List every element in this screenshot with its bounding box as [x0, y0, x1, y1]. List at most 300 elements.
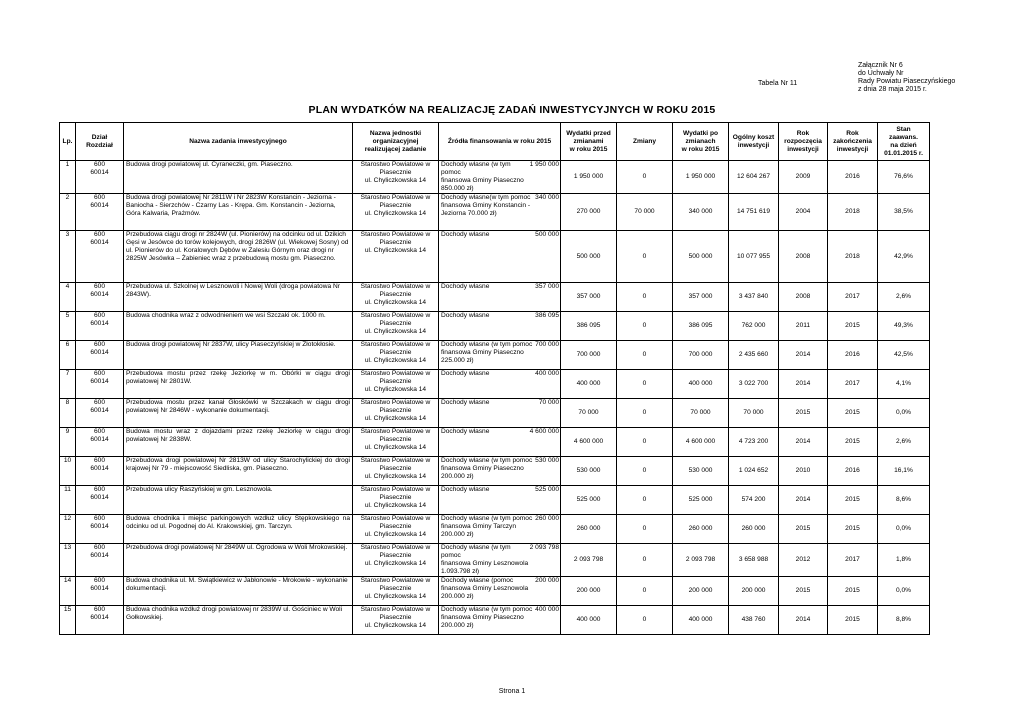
cell-expenses-before: 530 000: [561, 457, 617, 486]
cell-task-name: Budowa chodnika wraz z odwodnieniem we wsi Szczaki ok. 1000 m.: [124, 312, 353, 341]
cell-changes: 0: [617, 515, 673, 544]
table-row: [60, 515, 930, 544]
cell-task-name: Budowa drogi powiatowej Nr 2837W, ulicy Piaseczyńskiej w Złotokłosie.: [124, 341, 353, 370]
rozdzial-value: 60014: [90, 465, 109, 472]
cell-changes: 0: [617, 606, 673, 635]
funding-source-text: Dochody własne: [441, 231, 490, 238]
cell-changes: 0: [617, 341, 673, 370]
cell-lp: 10: [60, 457, 76, 486]
cell-start-year: 2012: [779, 544, 828, 577]
table-row: [60, 161, 930, 194]
cell-funding-source: [439, 486, 561, 515]
cell-progress: 2,6%: [878, 428, 930, 457]
cell-end-year: 2015: [828, 606, 878, 635]
cell-lp: 5: [60, 312, 76, 341]
cell-end-year: 2017: [828, 544, 878, 577]
cell-total-cost: 762 000: [729, 312, 779, 341]
cell-lp: 2: [60, 194, 76, 231]
page-number: Strona 1: [498, 688, 526, 695]
header-col-task-name: Nazwa zadania inwestycyjnego: [124, 123, 353, 161]
funding-source-text: Dochody własne (w tym pomoc finansowa Gminy Piaseczno 850.000 zł): [441, 161, 524, 192]
cell-expenses-before: 525 000: [561, 486, 617, 515]
cell-organization: [353, 428, 439, 457]
cell-funding-source: [439, 399, 561, 428]
cell-progress: 4,1%: [878, 370, 930, 399]
dzial-value: 600: [93, 515, 105, 522]
cell-start-year: 2008: [779, 231, 828, 283]
cell-lp: 12: [60, 515, 76, 544]
cell-organization: [353, 577, 439, 606]
header-col-expenses-after: Wydatki po zmianach w roku 2015: [673, 123, 729, 161]
table-row: [60, 283, 930, 312]
funding-source-amount: 357 000: [535, 283, 559, 290]
cell-expenses-before: 4 600 000: [561, 428, 617, 457]
organization-line: Starostwo Powiatowe w: [360, 341, 431, 348]
cell-changes: 0: [617, 544, 673, 577]
table-header: [60, 123, 930, 161]
cell-progress: 38,5%: [878, 194, 930, 231]
organization-line: Piasecznie: [379, 436, 412, 443]
table-row: [60, 341, 930, 370]
cell-total-cost: 3 022 700: [729, 370, 779, 399]
annex-line: Rady Powiatu Piaseczyńskiego: [858, 78, 956, 85]
table-row: [60, 194, 930, 231]
cell-total-cost: 200 000: [729, 577, 779, 606]
cell-funding-source: [439, 312, 561, 341]
organization-line: ul. Chyliczkowska 14: [364, 247, 427, 254]
cell-organization: [353, 515, 439, 544]
dzial-value: 600: [93, 283, 105, 290]
funding-source-text: Dochody własne: [441, 486, 490, 493]
organization-line: Piasecznie: [379, 614, 412, 621]
cell-changes: 0: [617, 161, 673, 194]
cell-lp: 9: [60, 428, 76, 457]
cell-end-year: 2016: [828, 341, 878, 370]
cell-changes: 0: [617, 231, 673, 283]
cell-organization: [353, 283, 439, 312]
cell-lp: 1: [60, 161, 76, 194]
organization-line: Starostwo Powiatowe w: [360, 428, 431, 435]
cell-progress: 16,1%: [878, 457, 930, 486]
cell-lp: 15: [60, 606, 76, 635]
organization-line: ul. Chyliczkowska 14: [364, 560, 427, 567]
organization-line: Starostwo Powiatowe w: [360, 370, 431, 377]
dzial-value: 600: [93, 428, 105, 435]
cell-start-year: 2014: [779, 370, 828, 399]
cell-progress: 0,0%: [878, 399, 930, 428]
cell-expenses-after: 1 950 000: [673, 161, 729, 194]
investment-table: [59, 122, 930, 635]
annex-line: z dnia 28 maja 2015 r.: [858, 86, 927, 93]
cell-start-year: 2014: [779, 341, 828, 370]
cell-total-cost: 70 000: [729, 399, 779, 428]
rozdzial-value: 60014: [90, 494, 109, 501]
cell-total-cost: 14 751 619: [729, 194, 779, 231]
organization-line: Piasecznie: [379, 239, 412, 246]
cell-expenses-after: 530 000: [673, 457, 729, 486]
table-row: [60, 457, 930, 486]
funding-source-amount: 2 093 798: [529, 544, 559, 551]
dzial-value: 600: [93, 370, 105, 377]
cell-start-year: 2014: [779, 606, 828, 635]
header-col-start-year: Rok rozpoczęcia inwestycji: [779, 123, 828, 161]
cell-expenses-after: 357 000: [673, 283, 729, 312]
rozdzial-value: 60014: [90, 320, 109, 327]
funding-source-amount: 70 000: [538, 399, 559, 406]
organization-line: Starostwo Powiatowe w: [360, 577, 431, 584]
organization-line: Starostwo Powiatowe w: [360, 544, 431, 551]
funding-source-text: Dochody własne: [441, 370, 490, 377]
funding-source-amount: 530 000: [535, 457, 559, 464]
rozdzial-value: 60014: [90, 349, 109, 356]
funding-source-text: Dochody własne (w tym pomoc finansowa Gminy Tarczyn 200.000 zł): [441, 515, 533, 538]
funding-source-text: Dochody własne: [441, 283, 490, 290]
cell-organization: [353, 341, 439, 370]
cell-task-name: Przebudowa ciągu drogi nr 2824W (ul. Pionierów) na odcinku od ul. Dzikich Gęsi w Jesówce do torów kolejowych, drogi 2826W (ul. Wiekowej Sosny) od ul. Pionierów do ul. Koralowych Dębów w Zalesiu Górnym oraz drogi nr 2825W Jesówka – Żabieniec wraz z przebudową mostu gm. Piaseczno.: [124, 231, 353, 283]
cell-expenses-after: 700 000: [673, 341, 729, 370]
organization-line: ul. Chyliczkowska 14: [364, 415, 427, 422]
cell-start-year: 2015: [779, 515, 828, 544]
table-row: [60, 399, 930, 428]
header-col-dzial-rozdzial: Dział Rozdział: [76, 123, 124, 161]
organization-line: Piasecznie: [379, 494, 412, 501]
cell-dzial-rozdzial: [76, 341, 124, 370]
organization-line: ul. Chyliczkowska 14: [364, 386, 427, 393]
cell-changes: 0: [617, 312, 673, 341]
funding-source-amount: 340 000: [535, 194, 559, 201]
cell-task-name: Budowa drogi powiatowej ul. Cyraneczki, gm. Piaseczno.: [124, 161, 353, 194]
cell-dzial-rozdzial: [76, 194, 124, 231]
cell-expenses-before: 70 000: [561, 399, 617, 428]
cell-lp: 7: [60, 370, 76, 399]
cell-end-year: 2018: [828, 194, 878, 231]
rozdzial-value: 60014: [90, 291, 109, 298]
dzial-value: 600: [93, 486, 105, 493]
cell-end-year: 2017: [828, 283, 878, 312]
organization-line: Piasecznie: [379, 202, 412, 209]
cell-end-year: 2015: [828, 312, 878, 341]
table-row: [60, 606, 930, 635]
table-row: [60, 370, 930, 399]
cell-end-year: 2016: [828, 161, 878, 194]
cell-total-cost: 1 024 652: [729, 457, 779, 486]
organization-line: Piasecznie: [379, 378, 412, 385]
cell-expenses-after: 2 093 798: [673, 544, 729, 577]
cell-expenses-before: 700 000: [561, 341, 617, 370]
cell-expenses-after: 4 600 000: [673, 428, 729, 457]
cell-progress: 42,5%: [878, 341, 930, 370]
cell-task-name: Budowa drogi powiatowej Nr 2811W i Nr 2823W Konstancin - Jeziorna - Baniocha - Sierzchów - Czarny Las - Krępa. Gm. Konstancin - Jeziorna, Góra Kalwaria, Prażmów.: [124, 194, 353, 231]
cell-total-cost: 2 435 660: [729, 341, 779, 370]
cell-total-cost: 3 658 988: [729, 544, 779, 577]
cell-funding-source: [439, 161, 561, 194]
cell-start-year: 2015: [779, 399, 828, 428]
cell-lp: 11: [60, 486, 76, 515]
cell-lp: 14: [60, 577, 76, 606]
dzial-value: 600: [93, 341, 105, 348]
organization-line: ul. Chyliczkowska 14: [364, 210, 427, 217]
organization-line: Starostwo Powiatowe w: [360, 399, 431, 406]
cell-task-name: Budowa chodnika ul. M. Świątkiewicz w Jabłonowie - Mrokowie - wykonanie dokumentacji.: [124, 577, 353, 606]
cell-funding-source: [439, 283, 561, 312]
rozdzial-value: 60014: [90, 552, 109, 559]
funding-source-text: Dochody własne (w tym pomoc finansowa Gminy Lesznowola 1.093.798 zł): [441, 544, 529, 575]
header-col-changes: Zmiany: [617, 123, 673, 161]
cell-progress: 2,6%: [878, 283, 930, 312]
header-col-organization: Nazwa jednostki organizacyjnej realizującej zadanie: [353, 123, 439, 161]
cell-start-year: 2008: [779, 283, 828, 312]
organization-line: Starostwo Powiatowe w: [360, 486, 431, 493]
dzial-value: 600: [93, 161, 105, 168]
cell-end-year: 2016: [828, 457, 878, 486]
table-row: [60, 312, 930, 341]
cell-progress: 49,3%: [878, 312, 930, 341]
cell-progress: 0,0%: [878, 515, 930, 544]
dzial-value: 600: [93, 457, 105, 464]
organization-line: Piasecznie: [379, 291, 412, 298]
organization-line: ul. Chyliczkowska 14: [364, 177, 427, 184]
cell-total-cost: 260 000: [729, 515, 779, 544]
organization-line: Starostwo Powiatowe w: [360, 283, 431, 290]
cell-organization: [353, 161, 439, 194]
header-col-total-cost: Ogólny koszt inwestycji: [729, 123, 779, 161]
rozdzial-value: 60014: [90, 239, 109, 246]
funding-source-amount: 386 095: [535, 312, 559, 319]
dzial-value: 600: [93, 194, 105, 201]
organization-line: Piasecznie: [379, 552, 412, 559]
header-col-expenses-before: Wydatki przed zmianami w roku 2015: [561, 123, 617, 161]
cell-expenses-before: 500 000: [561, 231, 617, 283]
dzial-value: 600: [93, 312, 105, 319]
organization-line: Piasecznie: [379, 349, 412, 356]
cell-end-year: 2015: [828, 399, 878, 428]
cell-changes: 70 000: [617, 194, 673, 231]
cell-dzial-rozdzial: [76, 231, 124, 283]
organization-line: Piasecznie: [379, 523, 412, 530]
cell-expenses-after: 400 000: [673, 370, 729, 399]
cell-lp: 8: [60, 399, 76, 428]
cell-dzial-rozdzial: [76, 370, 124, 399]
dzial-value: 600: [93, 544, 105, 551]
funding-source-text: Dochody własne: [441, 428, 490, 435]
cell-start-year: 2004: [779, 194, 828, 231]
cell-funding-source: [439, 457, 561, 486]
header-col-funding-sources: Źródła finansowania w roku 2015: [439, 123, 561, 161]
dzial-value: 600: [93, 399, 105, 406]
rozdzial-value: 60014: [90, 407, 109, 414]
funding-source-amount: 4 600 000: [529, 428, 559, 435]
organization-line: Piasecznie: [379, 407, 412, 414]
organization-line: ul. Chyliczkowska 14: [364, 531, 427, 538]
header-col-end-year: Rok zakończenia inwestycji: [828, 123, 878, 161]
organization-line: ul. Chyliczkowska 14: [364, 593, 427, 600]
cell-dzial-rozdzial: [76, 428, 124, 457]
cell-organization: [353, 231, 439, 283]
organization-line: Piasecznie: [379, 465, 412, 472]
funding-source-amount: 200 000: [535, 577, 559, 584]
cell-organization: [353, 606, 439, 635]
organization-line: Starostwo Powiatowe w: [360, 606, 431, 613]
organization-line: Piasecznie: [379, 320, 412, 327]
cell-lp: 13: [60, 544, 76, 577]
cell-funding-source: [439, 341, 561, 370]
cell-changes: 0: [617, 457, 673, 486]
table-row: [60, 486, 930, 515]
annex-note: [858, 62, 955, 94]
organization-line: ul. Chyliczkowska 14: [364, 622, 427, 629]
cell-dzial-rozdzial: [76, 457, 124, 486]
rozdzial-value: 60014: [90, 202, 109, 209]
cell-total-cost: 10 077 955: [729, 231, 779, 283]
table-row: [60, 577, 930, 606]
funding-source-text: Dochody własne: [441, 399, 490, 406]
cell-expenses-after: 200 000: [673, 577, 729, 606]
funding-source-text: Dochody własne (w tym pomoc finansowa Gminy Piaseczno 225.000 zł): [441, 341, 533, 364]
cell-start-year: 2014: [779, 428, 828, 457]
table-body: [60, 161, 930, 635]
organization-line: ul. Chyliczkowska 14: [364, 357, 427, 364]
rozdzial-value: 60014: [90, 614, 109, 621]
cell-organization: [353, 399, 439, 428]
organization-line: Starostwo Powiatowe w: [360, 457, 431, 464]
cell-progress: 1,8%: [878, 544, 930, 577]
funding-source-text: Dochody własne: [441, 312, 490, 319]
cell-expenses-after: 386 095: [673, 312, 729, 341]
cell-changes: 0: [617, 283, 673, 312]
cell-task-name: Budowa chodnika i miejsc parkingowych wzdłuż ulicy Stępkowskiego na odcinku od ul. Pogodnej do Al. Krakowskiej, gm. Tarczyn.: [124, 515, 353, 544]
organization-line: ul. Chyliczkowska 14: [364, 328, 427, 335]
organization-line: Piasecznie: [379, 585, 412, 592]
cell-task-name: Przebudowa ul. Szkolnej w Lesznowoli i Nowej Woli (droga powiatowa Nr 2843W).: [124, 283, 353, 312]
cell-end-year: 2015: [828, 577, 878, 606]
rozdzial-value: 60014: [90, 523, 109, 530]
cell-end-year: 2017: [828, 370, 878, 399]
cell-organization: [353, 544, 439, 577]
cell-progress: 76,6%: [878, 161, 930, 194]
cell-dzial-rozdzial: [76, 283, 124, 312]
cell-organization: [353, 486, 439, 515]
cell-start-year: 2010: [779, 457, 828, 486]
table-row: [60, 544, 930, 577]
cell-dzial-rozdzial: [76, 606, 124, 635]
cell-dzial-rozdzial: [76, 515, 124, 544]
rozdzial-value: 60014: [90, 585, 109, 592]
funding-source-amount: 400 000: [535, 370, 559, 377]
funding-source-text: Dochody własne (pomoc finansowa Gminy Lesznowola 200.000 zł): [441, 577, 529, 600]
annex-line: Załącznik Nr 6: [858, 62, 903, 69]
cell-expenses-after: 70 000: [673, 399, 729, 428]
cell-task-name: Budowa chodnika wzdłuż drogi powiatowej nr 2839W ul. Gościniec w Woli Gołkowskiej.: [124, 606, 353, 635]
cell-organization: [353, 194, 439, 231]
cell-expenses-before: 400 000: [561, 606, 617, 635]
organization-line: Starostwo Powiatowe w: [360, 231, 431, 238]
cell-dzial-rozdzial: [76, 544, 124, 577]
cell-changes: 0: [617, 577, 673, 606]
cell-funding-source: [439, 577, 561, 606]
funding-source-amount: 500 000: [535, 231, 559, 238]
funding-source-text: Dochody własne(w tym pomoc finansowa Gminy Konstancin - Jeziorna 70.000 zł): [441, 194, 531, 217]
cell-expenses-before: 1 950 000: [561, 161, 617, 194]
cell-lp: 6: [60, 341, 76, 370]
cell-total-cost: 4 723 200: [729, 428, 779, 457]
cell-expenses-before: 357 000: [561, 283, 617, 312]
organization-line: Starostwo Powiatowe w: [360, 515, 431, 522]
cell-task-name: Przebudowa mostu przez kanał Głoskówki w Szczakach w ciągu drogi powiatowej Nr 2846W - wykonanie dokumentacji.: [124, 399, 353, 428]
cell-start-year: 2015: [779, 577, 828, 606]
dzial-value: 600: [93, 231, 105, 238]
cell-expenses-before: 200 000: [561, 577, 617, 606]
cell-changes: 0: [617, 486, 673, 515]
cell-task-name: Przebudowa drogi powiatowej Nr 2849W ul. Ogrodowa w Woli Mrokowskiej.: [124, 544, 353, 577]
rozdzial-value: 60014: [90, 436, 109, 443]
cell-end-year: 2015: [828, 486, 878, 515]
cell-end-year: 2015: [828, 515, 878, 544]
header-col-progress: Stan zaawans. na dzień 01.01.2015 r.: [878, 123, 930, 161]
dzial-value: 600: [93, 606, 105, 613]
cell-changes: 0: [617, 428, 673, 457]
cell-expenses-before: 270 000: [561, 194, 617, 231]
cell-end-year: 2018: [828, 231, 878, 283]
cell-total-cost: 438 760: [729, 606, 779, 635]
header-row: [60, 123, 930, 161]
organization-line: ul. Chyliczkowska 14: [364, 444, 427, 451]
cell-organization: [353, 312, 439, 341]
table-number: Tabela Nr 11: [758, 80, 798, 87]
cell-expenses-after: 525 000: [673, 486, 729, 515]
organization-line: Starostwo Powiatowe w: [360, 161, 431, 168]
header-col-lp: Lp.: [60, 123, 76, 161]
table-row: [60, 231, 930, 283]
cell-dzial-rozdzial: [76, 486, 124, 515]
cell-lp: 3: [60, 231, 76, 283]
funding-source-text: Dochody własne (w tym pomoc finansowa Gminy Piaseczno 200.000 zł): [441, 606, 533, 629]
cell-expenses-after: 500 000: [673, 231, 729, 283]
organization-line: ul. Chyliczkowska 14: [364, 473, 427, 480]
funding-source-text: Dochody własne (w tym pomoc finansowa Gminy Piaseczno 200.000 zł): [441, 457, 533, 480]
cell-start-year: 2014: [779, 486, 828, 515]
funding-source-amount: 700 000: [535, 341, 559, 348]
cell-task-name: Przebudowa drogi powiatowej Nr 2813W od ulicy Starochylickiej do drogi krajowej Nr 79 - miejscowość Siedliska, gm. Piaseczno.: [124, 457, 353, 486]
cell-funding-source: [439, 428, 561, 457]
cell-funding-source: [439, 194, 561, 231]
cell-task-name: Przebudowa mostu przez rzekę Jeziorkę w m. Obórki w ciągu drogi powiatowej Nr 2801W.: [124, 370, 353, 399]
cell-task-name: Budowa mostu wraz z dojazdami przez rzekę Jeziorkę w ciągu drogi powiatowej Nr 2838W.: [124, 428, 353, 457]
cell-start-year: 2011: [779, 312, 828, 341]
cell-progress: 0,0%: [878, 577, 930, 606]
cell-expenses-before: 2 093 798: [561, 544, 617, 577]
annex-line: do Uchwały Nr: [858, 70, 904, 77]
cell-total-cost: 574 200: [729, 486, 779, 515]
cell-organization: [353, 457, 439, 486]
cell-funding-source: [439, 606, 561, 635]
cell-progress: 8,8%: [878, 606, 930, 635]
cell-progress: 8,6%: [878, 486, 930, 515]
cell-task-name: Przebudowa ulicy Raszyńskiej w gm. Lesznowola.: [124, 486, 353, 515]
cell-expenses-after: 340 000: [673, 194, 729, 231]
cell-funding-source: [439, 515, 561, 544]
cell-funding-source: [439, 544, 561, 577]
cell-dzial-rozdzial: [76, 399, 124, 428]
funding-source-amount: 400 000: [535, 606, 559, 613]
cell-expenses-before: 260 000: [561, 515, 617, 544]
cell-dzial-rozdzial: [76, 161, 124, 194]
cell-dzial-rozdzial: [76, 577, 124, 606]
cell-organization: [353, 370, 439, 399]
organization-line: ul. Chyliczkowska 14: [364, 502, 427, 509]
cell-funding-source: [439, 231, 561, 283]
cell-changes: 0: [617, 399, 673, 428]
cell-total-cost: 12 604 267: [729, 161, 779, 194]
